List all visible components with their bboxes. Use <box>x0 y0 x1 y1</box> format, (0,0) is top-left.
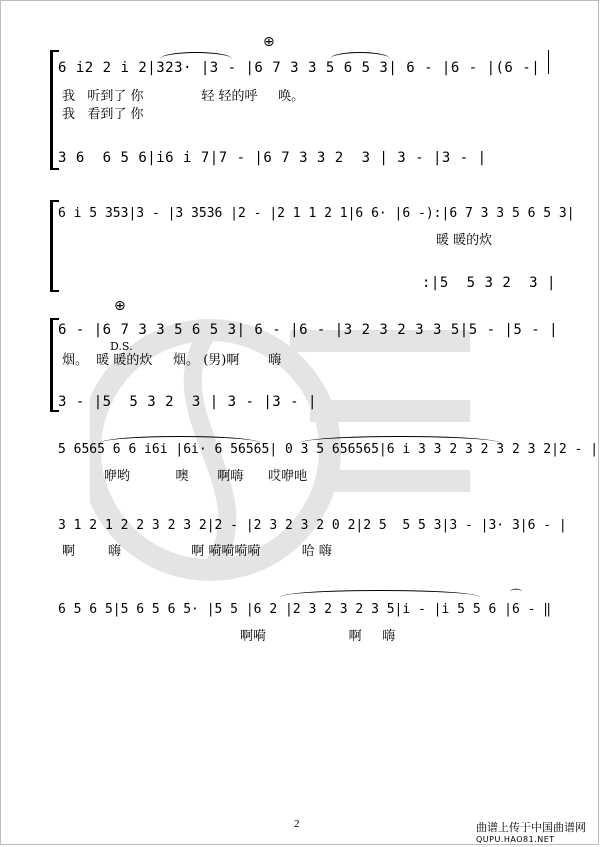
system-bracket <box>50 50 53 170</box>
footer-credit <box>476 822 586 846</box>
lyric-line: 我 听到了 你 轻 轻的呼 唤。 <box>62 89 305 104</box>
notes-line-top: 3 1 2 1 2 2 3 2 3 2|2 - |2 3 2 3 2 0 2|2 5 5 5 3|3 - |3· 3|6 - | <box>58 518 567 533</box>
slur <box>100 436 260 443</box>
slur <box>280 590 480 597</box>
lyric-line: 啊嗬 啊 嗨 <box>240 629 396 644</box>
lyric-line: 烟。 暖 暖的炊 烟。 (男)啊 嗨 <box>62 353 282 368</box>
ds-mark: D.S. <box>110 340 133 353</box>
coda-icon: ⊕ <box>114 298 126 314</box>
slur <box>160 52 232 59</box>
notes-line-bottom: 3 6 6 5 6|i6 i 7|7 - |6 7 3 3 2 3 | 3 - |3 - | <box>58 150 487 166</box>
system-barline <box>548 50 549 74</box>
slur <box>330 52 390 59</box>
notes-line-top: 6 i 5 353|3 - |3 3536 |2 - |2 1 1 2 1|6 6· |6 -):|6 7 3 3 5 6 5 3| <box>58 206 575 221</box>
notes-line-bottom: :|5 5 3 2 3 | <box>422 275 556 291</box>
notes-line-top: 5 6565 6 6 i6i |6i· 6 56565| 0 3 5 656565|6 i 3 3 2 3 2 3 2 3 2|2 - | <box>58 442 599 457</box>
fermata-icon: ⌒ <box>510 588 523 602</box>
lyric-line: 咿哟 噢 啊嗨 哎咿吔 <box>104 469 308 484</box>
notes-line-top: 6 - |6 7 3 3 5 6 5 3| 6 - |6 - |3 2 3 2 3 3 5|5 - |5 - | <box>58 322 559 338</box>
lyric-line: 暖 暖的炊 <box>436 233 493 248</box>
slur <box>300 436 500 443</box>
lyric-line: 我 看到了 你 <box>62 107 144 122</box>
system-bracket <box>50 200 53 292</box>
footer-url: QUPU.HAO81.NET <box>476 835 555 844</box>
system-bracket <box>50 318 53 412</box>
coda-icon: ⊕ <box>263 34 275 50</box>
notes-line-top: 6 i2 2 i 2|323· |3 - |6 7 3 3 5 6 5 3| 6 - |6 - |(6 -| <box>58 60 541 76</box>
lyric-line: 啊 嗨 啊 嗬嗬嗬嗬 哈 嗨 <box>62 544 332 559</box>
notes-line-bottom: 3 - |5 5 3 2 3 | 3 - |3 - | <box>58 394 317 410</box>
notes-line-top: 6 5 6 5|5 6 5 6 5· |5 5 |6 2 |2 3 2 3 2 3 5|i - |i 5 5 6 |6 - ‖ <box>58 602 552 617</box>
page-number: 2 <box>294 818 300 830</box>
footer-title: 曲谱上传于中国曲谱网 <box>476 821 586 834</box>
